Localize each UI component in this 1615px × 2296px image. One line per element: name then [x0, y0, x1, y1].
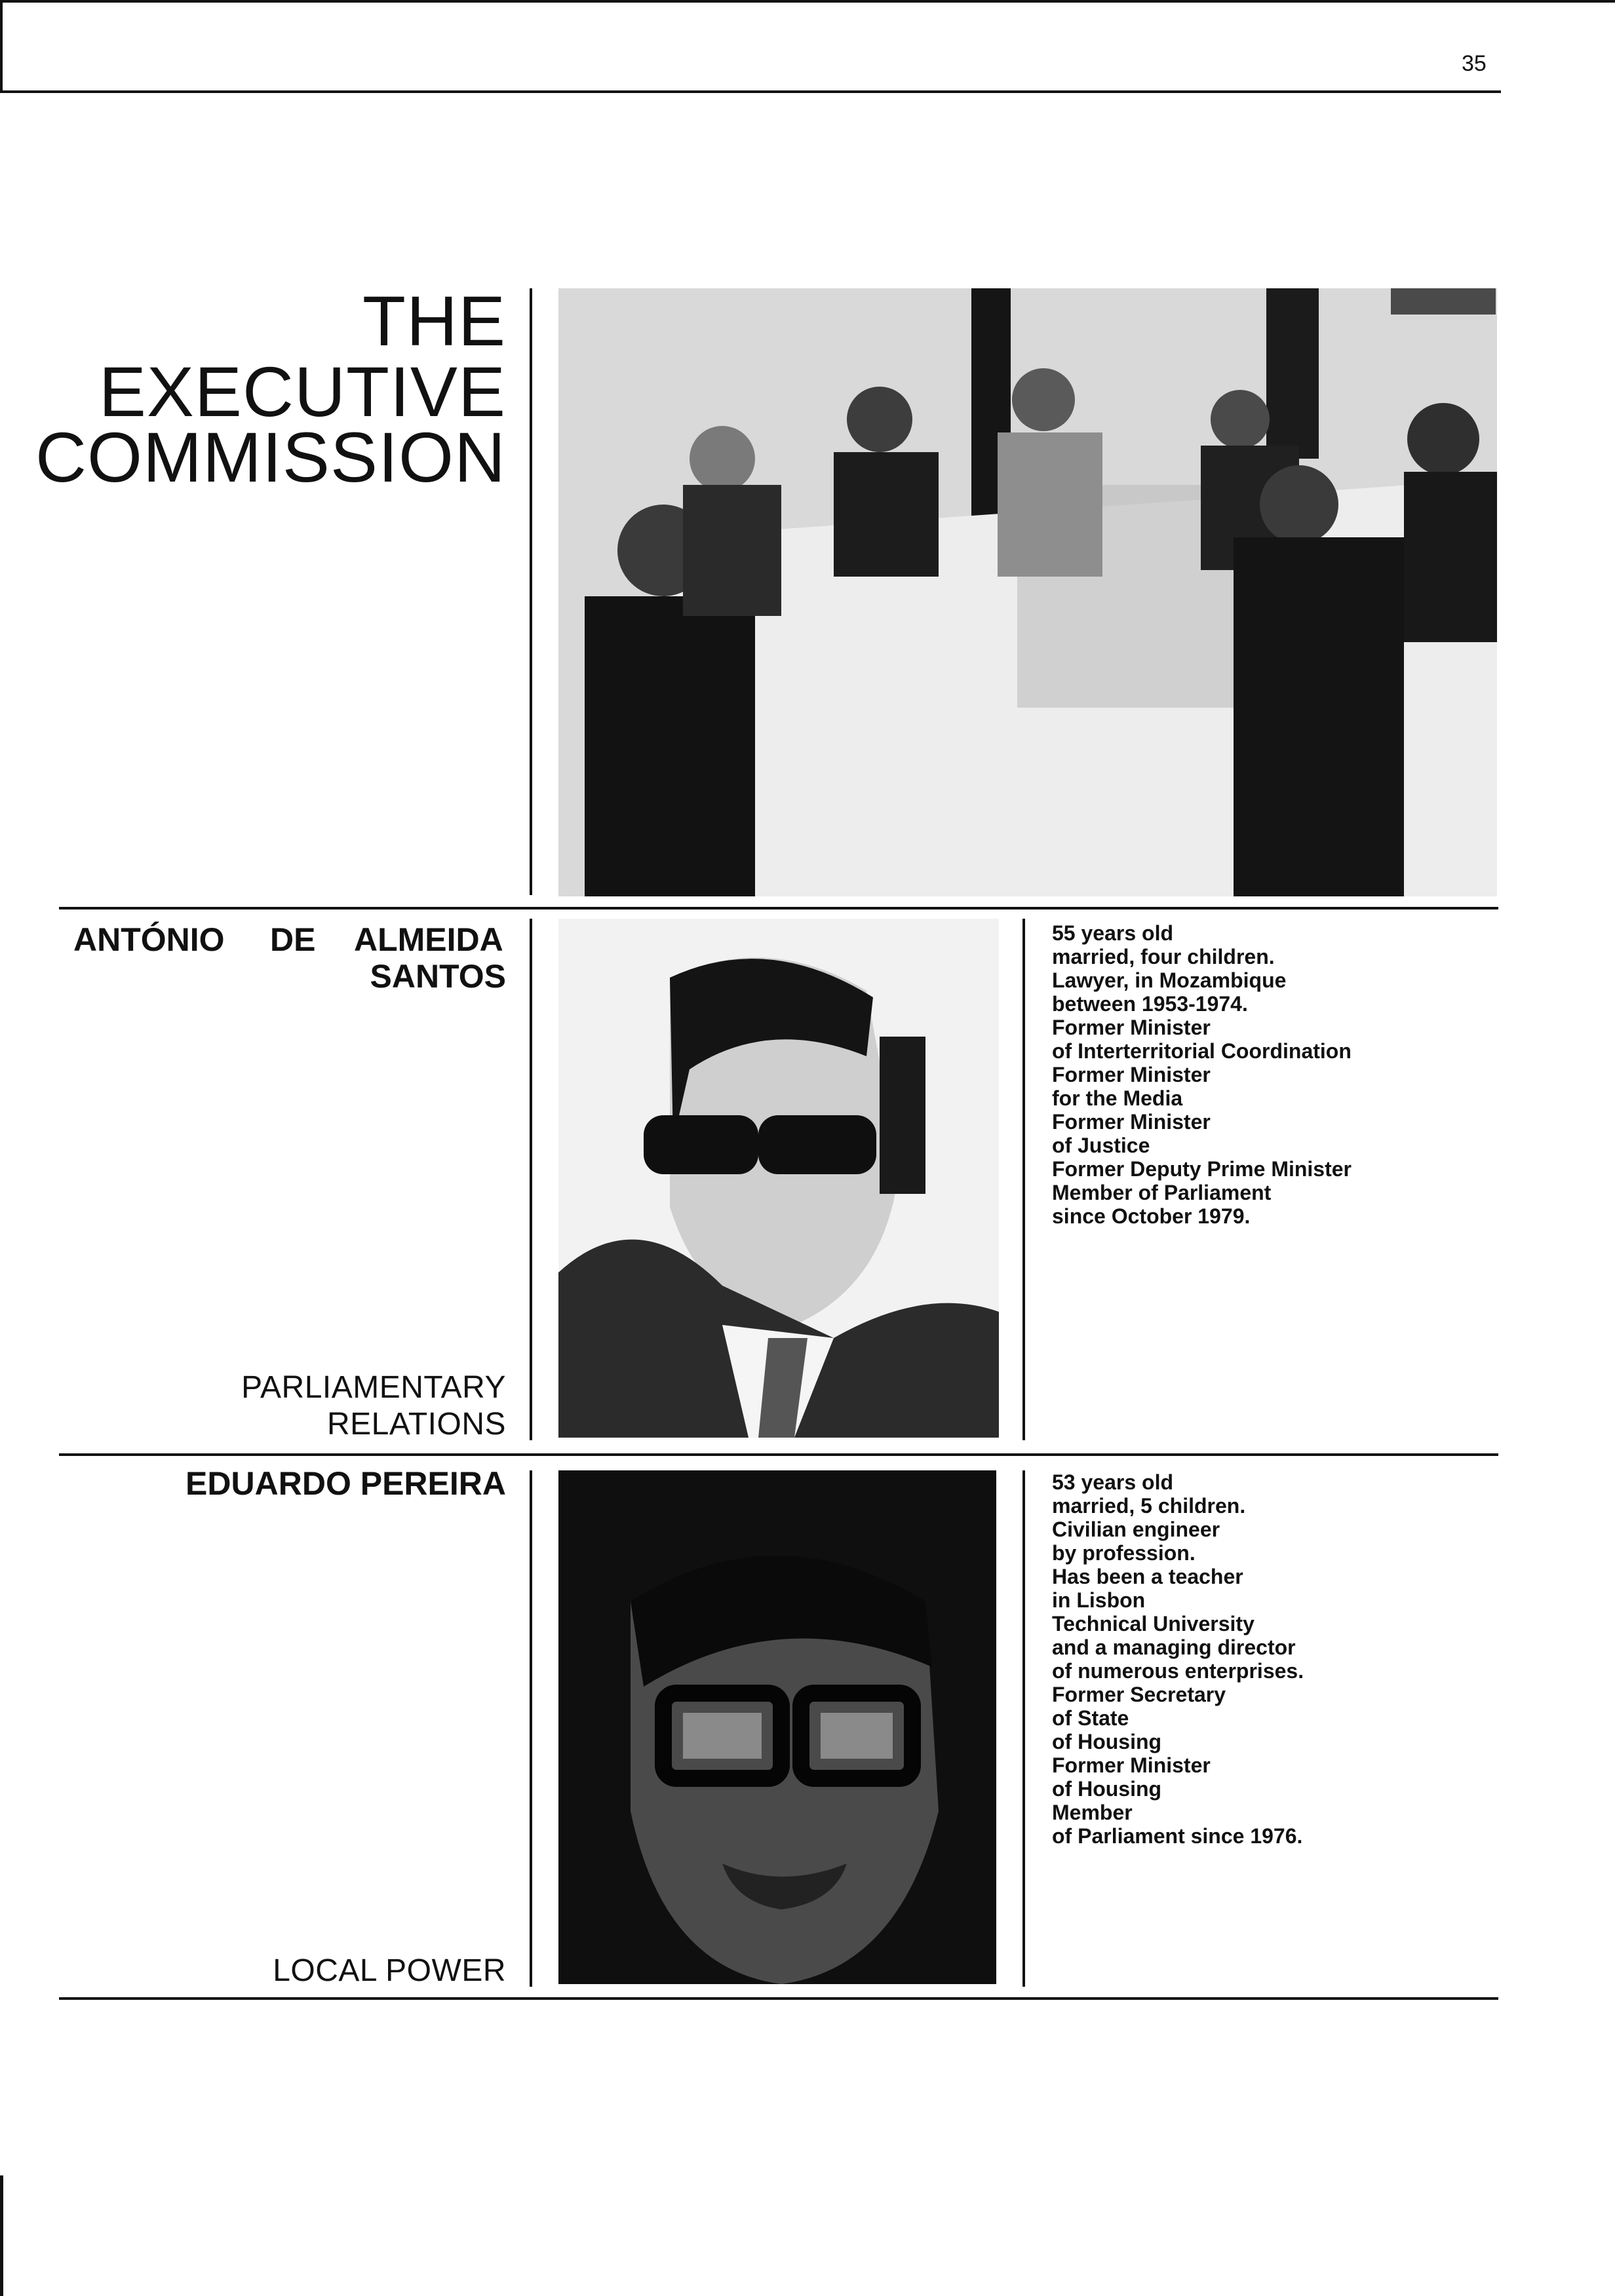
bio-line: Civilian engineer [1052, 1518, 1220, 1541]
bio-line: Former Minister [1052, 1016, 1211, 1039]
left-border [0, 0, 3, 92]
bio-line: Technical University [1052, 1612, 1255, 1636]
bio-line: of Justice [1052, 1134, 1150, 1157]
column-divider [530, 919, 532, 1440]
page-number: 35 [1462, 51, 1487, 76]
name-part: ALMEIDA [354, 921, 503, 958]
portfolio-line: PARLIAMENTARY [241, 1370, 506, 1405]
scan-edge-mark [0, 2175, 3, 2296]
member-bio [1052, 1470, 1419, 1848]
group-meeting-photo [558, 288, 1497, 896]
member-name [73, 921, 506, 1000]
bio-line: Former Minister [1052, 1110, 1211, 1134]
bio-line: between 1953-1974. [1052, 992, 1248, 1016]
name-part: SANTOS [370, 958, 506, 995]
bio-line: Lawyer, in Mozambique [1052, 968, 1287, 992]
bio-line: of Interterritorial Coordination [1052, 1039, 1352, 1063]
bio-line: 55 years old [1052, 921, 1173, 945]
bio-line: Member [1052, 1801, 1133, 1824]
bio-line: married, 5 children. [1052, 1494, 1246, 1518]
name-part: ANTÓNIO [73, 921, 225, 958]
title-line: COMMISSION [35, 417, 506, 497]
bio-line: of Housing [1052, 1777, 1162, 1801]
portrait-photo [558, 919, 999, 1438]
name-part: DE [270, 921, 316, 958]
bio-line: of numerous enterprises. [1052, 1659, 1304, 1683]
bio-line: Former Secretary [1052, 1683, 1226, 1706]
bio-line: by profession. [1052, 1541, 1196, 1565]
bio-line: of State [1052, 1706, 1129, 1730]
bio-line: of Housing [1052, 1730, 1162, 1753]
column-divider [530, 1470, 532, 1987]
bio-line: 53 years old [1052, 1470, 1173, 1494]
bio-line: of Parliament since 1976. [1052, 1824, 1303, 1848]
bio-line: Former Deputy Prime Minister [1052, 1157, 1352, 1181]
section-rule [59, 1997, 1498, 2000]
bio-line: since October 1979. [1052, 1204, 1251, 1228]
header-rule [0, 90, 1501, 93]
bio-line: in Lisbon [1052, 1588, 1146, 1612]
column-divider [1022, 919, 1025, 1440]
bio-line: Has been a teacher [1052, 1565, 1243, 1588]
title-line: THE [362, 281, 506, 360]
column-divider [530, 288, 532, 895]
bio-line: for the Media [1052, 1086, 1183, 1110]
member-portfolio: LOCAL POWER [273, 1953, 506, 1988]
member-name: EDUARDO PEREIRA [185, 1465, 506, 1502]
bio-line: married, four children. [1052, 945, 1275, 968]
section-rule [59, 1453, 1498, 1456]
bio-line: and a managing director [1052, 1636, 1296, 1659]
top-border [0, 0, 1615, 3]
bio-line: Former Minister [1052, 1063, 1211, 1086]
bio-line: Former Minister [1052, 1753, 1211, 1777]
section-rule [59, 907, 1498, 909]
bio-line: Member of Parliament [1052, 1181, 1272, 1204]
title-line: EXECUTIVE [98, 352, 506, 431]
column-divider [1022, 1470, 1025, 1987]
portrait-photo [558, 1470, 996, 1984]
member-bio [1052, 921, 1419, 1228]
portfolio-line: RELATIONS [327, 1407, 506, 1442]
